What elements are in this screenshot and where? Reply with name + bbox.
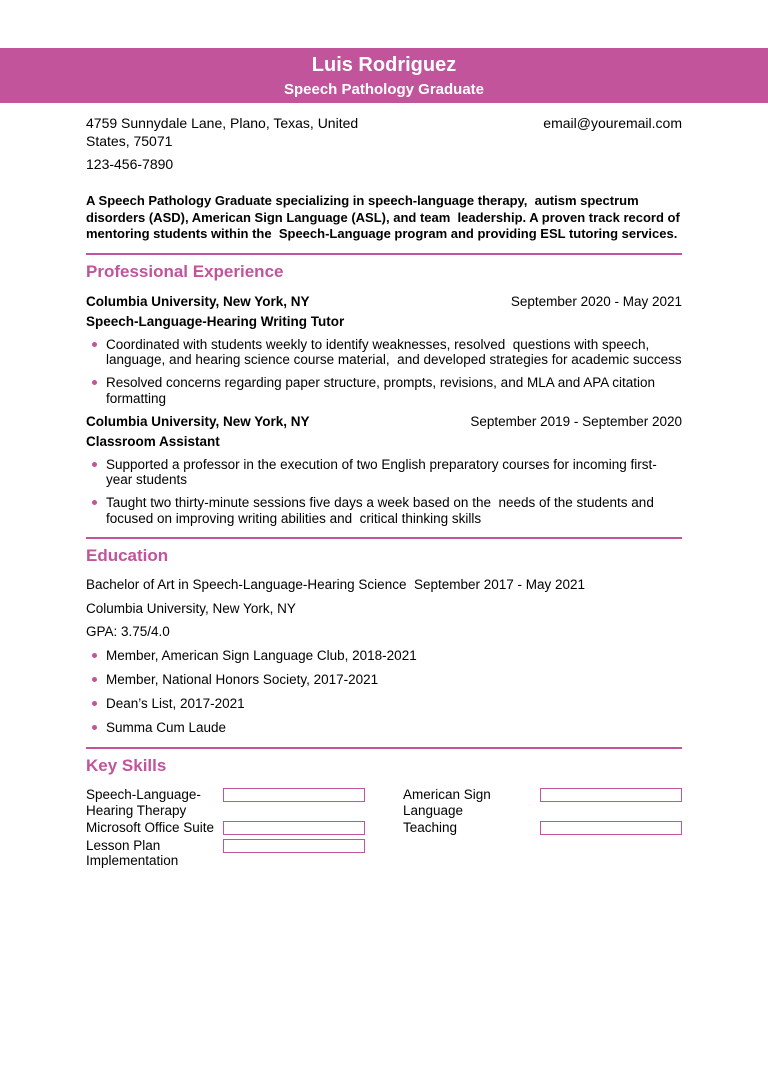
job-bullet: Coordinated with students weekly to identify weaknesses, resolved questions with speech, language, and hearing science course material, and developed strategies for academic success	[86, 337, 682, 368]
education-heading: Education	[86, 546, 169, 566]
skill-progress-bar	[540, 788, 682, 802]
education-bullet: Member, National Honors Society, 2017-2021	[86, 672, 682, 688]
header-band	[0, 48, 768, 103]
skill-progress-bar	[540, 821, 682, 835]
job-role: Classroom Assistant	[86, 433, 220, 449]
contact-section	[86, 115, 682, 173]
skill-progress-bar	[223, 788, 365, 802]
education-bullet: Summa Cum Laude	[86, 720, 682, 736]
skill-item	[403, 820, 682, 836]
person-name: Luis Rodriguez	[311, 53, 457, 76]
skill-item	[86, 787, 365, 818]
contact-phone: 123-456-7890	[86, 155, 174, 172]
education-bullet: Dean’s List, 2017-2021	[86, 696, 682, 712]
contact-address: 4759 Sunnydale Lane, Plano, Texas, United States, 75071	[86, 115, 359, 149]
job-bullet-list	[86, 337, 682, 407]
skill-label: Microsoft Office Suite	[86, 820, 215, 836]
skill-label: Speech-Language-Hearing Therapy	[86, 787, 201, 818]
skill-label: Teaching	[403, 820, 458, 836]
job-dates: September 2020 - May 2021	[510, 294, 682, 310]
education-entry	[86, 577, 682, 736]
skill-progress-bar	[223, 821, 365, 835]
skill-item	[403, 787, 682, 818]
job-header	[86, 293, 682, 311]
job-entry	[86, 413, 682, 526]
job-header	[86, 413, 682, 431]
job-dates: September 2019 - September 2020	[470, 414, 682, 430]
education-degree: Bachelor of Art in Speech-Language-Hearing Science September 2017 - May 2021	[86, 577, 586, 593]
job-bullet-list	[86, 457, 682, 527]
job-bullet: Taught two thirty-minute sessions five days a week based on the needs of the students and focused on improving writing abilities and critical thinking skills	[86, 495, 682, 526]
experience-heading: Professional Experience	[86, 262, 284, 282]
skill-progress-bar	[223, 839, 365, 853]
contact-email: email@youremail.com	[543, 115, 682, 131]
resume-content	[0, 115, 768, 869]
education-bullet: Member, American Sign Language Club, 2018-2021	[86, 648, 682, 664]
skill-label: American Sign Language	[403, 787, 491, 818]
education-school: Columbia University, New York, NY	[86, 600, 296, 616]
job-company: Columbia University, New York, NY	[86, 294, 310, 310]
skills-grid	[86, 787, 682, 869]
section-divider	[86, 537, 682, 539]
section-divider	[86, 253, 682, 255]
section-divider	[86, 747, 682, 749]
skill-item	[86, 838, 365, 869]
job-bullet: Resolved concerns regarding paper structure, prompts, revisions, and MLA and APA citation formatting	[86, 375, 682, 406]
person-title: Speech Pathology Graduate	[283, 80, 485, 98]
job-entry	[86, 293, 682, 406]
contact-left	[86, 115, 396, 173]
education-gpa: GPA: 3.75/4.0	[86, 624, 170, 640]
job-bullet: Supported a professor in the execution of two English preparatory courses for incoming first-year students	[86, 457, 682, 488]
job-company: Columbia University, New York, NY	[86, 414, 310, 430]
education-bullet-list	[86, 648, 682, 736]
skill-item	[86, 820, 365, 836]
skills-heading: Key Skills	[86, 756, 167, 776]
job-role: Speech-Language-Hearing Writing Tutor	[86, 313, 345, 329]
skill-label: Lesson Plan Implementation	[86, 837, 179, 869]
summary-paragraph: A Speech Pathology Graduate specializing in speech-language therapy, autism spectrum disorders (ASD), American Sign Language (ASL), and team leadership. A proven track record of mentoring students within the Speech-Language program and providing ESL tutoring services.	[86, 193, 684, 241]
